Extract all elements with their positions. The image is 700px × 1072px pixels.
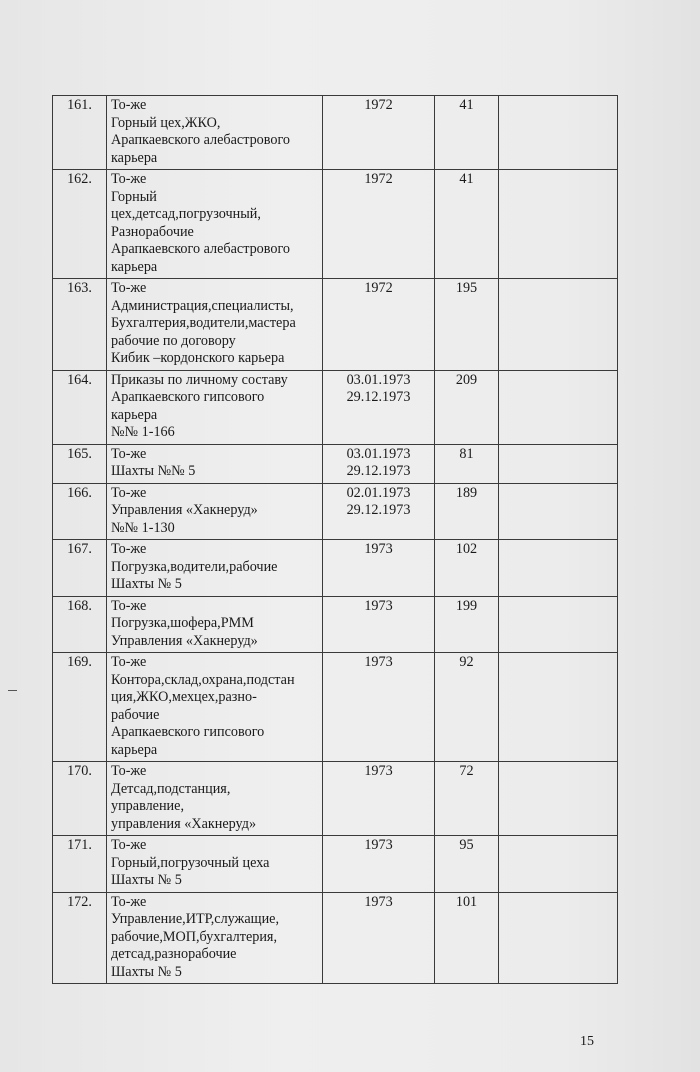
item-number: 172. xyxy=(53,892,107,984)
item-dates xyxy=(323,483,435,540)
item-sheet-count: 41 xyxy=(435,96,499,170)
item-number: 168. xyxy=(53,596,107,653)
date-line: 1972 xyxy=(364,97,393,113)
description-line: Детсад,подстанция, xyxy=(111,780,231,797)
item-note xyxy=(499,279,618,371)
item-sheet-count: 102 xyxy=(435,540,499,597)
description-line: Управление,ИТР,служащие, xyxy=(111,911,280,927)
description-line: То-же xyxy=(111,171,147,187)
item-description xyxy=(107,170,323,279)
description-line: То-же xyxy=(111,445,147,462)
description-line: То-же xyxy=(111,541,147,557)
description-line: Арапкаевского гипсового xyxy=(111,389,265,405)
date-line: 1973 xyxy=(364,654,393,670)
item-number: 161. xyxy=(53,96,107,170)
date-line: 1973 xyxy=(364,837,393,853)
item-sheet-count: 199 xyxy=(435,596,499,653)
description-line: Горный цех,ЖКО, xyxy=(111,114,221,131)
item-dates xyxy=(323,279,435,371)
date-line: 29.12.1973 xyxy=(346,502,411,518)
table-row xyxy=(53,483,618,540)
table-row xyxy=(53,170,618,279)
item-sheet-count: 101 xyxy=(435,892,499,984)
date-line: 02.01.1973 xyxy=(346,484,411,501)
description-line: Погрузка,водители,рабочие xyxy=(111,558,278,575)
description-line: Шахты №№ 5 xyxy=(111,463,196,479)
description-line: управления «Хакнеруд» xyxy=(111,815,257,832)
item-sheet-count: 209 xyxy=(435,370,499,444)
item-description xyxy=(107,836,323,893)
date-line: 03.01.1973 xyxy=(346,445,411,462)
date-line: 29.12.1973 xyxy=(346,463,411,479)
description-line: Горный xyxy=(111,188,157,205)
item-dates xyxy=(323,653,435,762)
description-line: Шахты № 5 xyxy=(111,576,182,592)
description-line: Шахты № 5 xyxy=(111,872,182,888)
item-sheet-count: 81 xyxy=(435,444,499,483)
description-line: карьера xyxy=(111,258,158,275)
description-line: Управления «Хакнеруд» xyxy=(111,632,258,649)
description-line: То-же xyxy=(111,654,147,670)
description-line: То-же xyxy=(111,893,147,910)
item-dates xyxy=(323,540,435,597)
description-line: ция,ЖКО,мехцех,разно- xyxy=(111,689,257,705)
date-line: 1973 xyxy=(364,763,393,779)
description-line: Арапкаевского алебастрового xyxy=(111,241,291,257)
date-line: 1972 xyxy=(364,171,393,187)
item-number: 164. xyxy=(53,370,107,444)
registry-table xyxy=(52,95,618,984)
description-line: Кибик –кордонского карьера xyxy=(111,350,285,366)
item-dates xyxy=(323,96,435,170)
description-line: Контора,склад,охрана,подстан xyxy=(111,671,295,688)
item-note xyxy=(499,653,618,762)
item-sheet-count: 72 xyxy=(435,762,499,836)
item-note xyxy=(499,836,618,893)
description-line: рабочие,МОП,бухгалтерия, xyxy=(111,928,278,945)
item-dates xyxy=(323,444,435,483)
description-line: Арапкаевского алебастрового xyxy=(111,132,291,148)
table-row xyxy=(53,96,618,170)
item-number: 162. xyxy=(53,170,107,279)
item-number: 165. xyxy=(53,444,107,483)
item-number: 169. xyxy=(53,653,107,762)
item-note xyxy=(499,444,618,483)
date-line: 1973 xyxy=(364,597,393,614)
item-dates xyxy=(323,596,435,653)
registry-body xyxy=(53,96,618,984)
item-dates xyxy=(323,762,435,836)
description-line: №№ 1-130 xyxy=(111,519,175,536)
date-line: 1973 xyxy=(364,541,393,557)
item-number: 166. xyxy=(53,483,107,540)
description-line: Разнорабочие xyxy=(111,223,194,240)
table-row xyxy=(53,444,618,483)
item-description xyxy=(107,444,323,483)
description-line: То-же xyxy=(111,837,147,853)
item-description xyxy=(107,653,323,762)
description-line: рабочие по договору xyxy=(111,332,236,349)
margin-mark xyxy=(8,690,17,691)
description-line: Администрация,специалисты, xyxy=(111,297,294,314)
item-number: 170. xyxy=(53,762,107,836)
description-line: То-же xyxy=(111,97,147,113)
table-row xyxy=(53,540,618,597)
table-row xyxy=(53,370,618,444)
description-line: Шахты № 5 xyxy=(111,963,182,980)
description-line: То-же xyxy=(111,484,147,501)
description-line: То-же xyxy=(111,280,147,296)
item-number: 167. xyxy=(53,540,107,597)
item-description xyxy=(107,892,323,984)
item-dates xyxy=(323,892,435,984)
item-description xyxy=(107,370,323,444)
item-description xyxy=(107,596,323,653)
description-line: Бухгалтерия,водители,мастера xyxy=(111,315,296,331)
table-row xyxy=(53,892,618,984)
item-description xyxy=(107,96,323,170)
description-line: управление, xyxy=(111,798,184,814)
description-line: №№ 1-166 xyxy=(111,424,175,440)
description-line: рабочие xyxy=(111,706,160,723)
item-dates xyxy=(323,836,435,893)
date-line: 1973 xyxy=(364,893,393,910)
description-line: То-же xyxy=(111,597,147,614)
date-line: 29.12.1973 xyxy=(346,389,411,405)
description-line: карьера xyxy=(111,149,158,166)
description-line: карьера xyxy=(111,741,158,758)
description-line: Горный,погрузочный цеха xyxy=(111,854,270,871)
description-line: Арапкаевского гипсового xyxy=(111,724,265,740)
item-note xyxy=(499,170,618,279)
table-row xyxy=(53,836,618,893)
date-line: 03.01.1973 xyxy=(346,371,411,388)
item-description xyxy=(107,279,323,371)
item-note xyxy=(499,540,618,597)
table-row xyxy=(53,596,618,653)
item-description xyxy=(107,483,323,540)
date-line: 1972 xyxy=(364,280,393,296)
description-line: Погрузка,шофера,РММ xyxy=(111,615,254,631)
description-line: Управления «Хакнеруд» xyxy=(111,502,258,518)
item-number: 163. xyxy=(53,279,107,371)
table-row xyxy=(53,762,618,836)
item-sheet-count: 195 xyxy=(435,279,499,371)
item-note xyxy=(499,96,618,170)
description-line: То-же xyxy=(111,763,147,779)
item-sheet-count: 95 xyxy=(435,836,499,893)
table-row xyxy=(53,279,618,371)
item-sheet-count: 92 xyxy=(435,653,499,762)
description-line: карьера xyxy=(111,406,158,423)
item-note xyxy=(499,483,618,540)
page-number: 15 xyxy=(580,1034,594,1049)
item-dates xyxy=(323,170,435,279)
item-sheet-count: 189 xyxy=(435,483,499,540)
description-line: детсад,разнорабочие xyxy=(111,946,237,962)
item-description xyxy=(107,762,323,836)
item-description xyxy=(107,540,323,597)
description-line: цех,детсад,погрузочный, xyxy=(111,206,261,222)
item-sheet-count: 41 xyxy=(435,170,499,279)
item-note xyxy=(499,370,618,444)
item-note xyxy=(499,596,618,653)
item-number: 171. xyxy=(53,836,107,893)
item-note xyxy=(499,892,618,984)
item-dates xyxy=(323,370,435,444)
description-line: Приказы по личному составу xyxy=(111,371,288,388)
table-row xyxy=(53,653,618,762)
item-note xyxy=(499,762,618,836)
